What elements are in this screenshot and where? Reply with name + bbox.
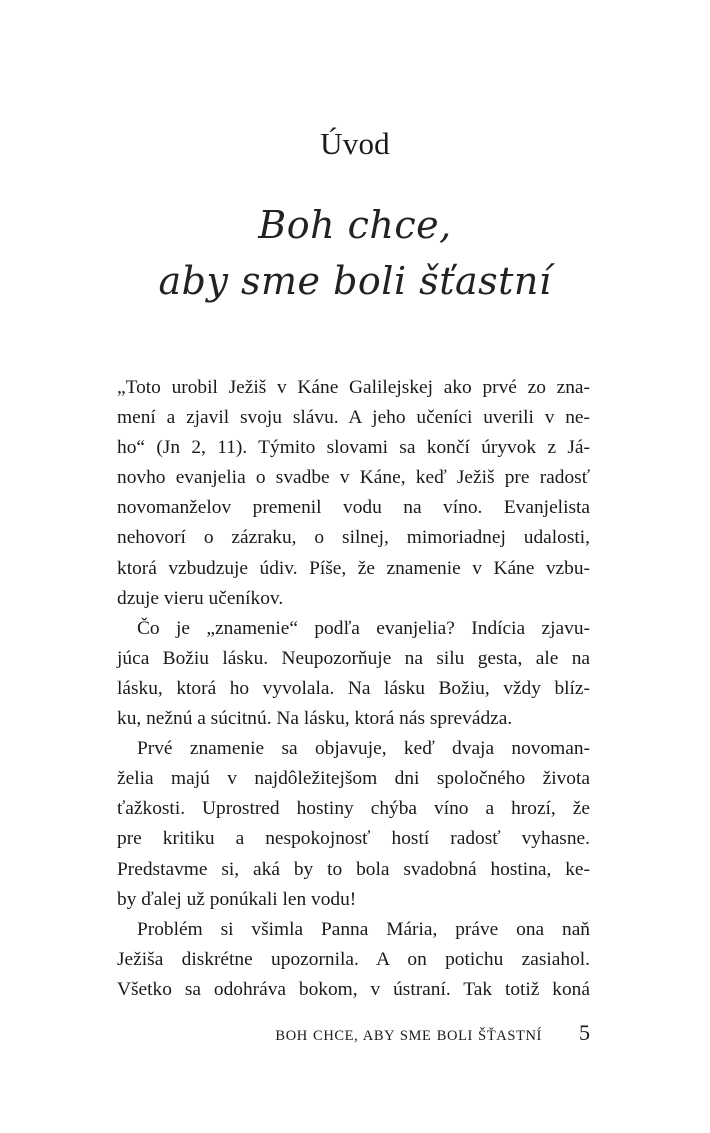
chapter-title: [0, 197, 710, 309]
text-line: júca Božiu lásku. Neupozorňuje na silu gesta, ale na: [117, 647, 590, 669]
text-line: pre kritiku a nespokojnosť hostí radosť vyhasne.: [117, 828, 590, 850]
running-head: BOH CHCE, ABY SME BOLI ŠŤASTNÍ: [275, 1028, 542, 1044]
text-line: ktorá vzbudzuje údiv. Píše, že znamenie v Káne vzbu-: [117, 557, 590, 579]
body-text: [117, 373, 590, 1005]
text-line: želia majú v najdôležitejšom dni spoločného života: [117, 768, 590, 790]
text-line: Problém si všimla Panna Mária, práve ona naň: [137, 918, 590, 940]
text-line: ku, nežnú a súcitnú. Na lásku, ktorá nás sprevádza.: [117, 708, 513, 730]
text-line: Predstavme si, aká by to bola svadobná hostina, ke-: [117, 858, 590, 880]
text-line: ho“ (Jn 2, 11). Týmito slovami sa končí úryvok z Já-: [117, 437, 590, 459]
chapter-title-line-2: aby sme boli šťastní: [158, 259, 552, 303]
chapter-title-line-1: Boh chce,: [258, 203, 452, 247]
text-line: Prvé znamenie sa objavuje, keď dvaja novoman-: [137, 738, 590, 760]
text-line: Čo je „znamenie“ podľa evanjelia? Indícia zjavu-: [137, 617, 590, 639]
text-line: Všetko sa odohráva bokom, v ústraní. Tak totiž koná: [117, 978, 590, 1000]
text-line: dzuje vieru učeníkov.: [117, 587, 284, 609]
text-line: mení a zjavil svoju slávu. A jeho učeníci uverili v ne-: [117, 407, 590, 429]
page-footer: [117, 1020, 590, 1048]
text-line: novho evanjelia o svadbe v Káne, keď Ježiš pre radosť: [117, 467, 590, 489]
chapter-label: Úvod: [320, 126, 390, 161]
text-line: lásku, ktorá ho vyvolala. Na lásku Božiu, vždy blíz-: [117, 677, 590, 699]
text-line: ťažkosti. Uprostred hostiny chýba víno a hrozí, že: [117, 798, 590, 820]
text-line: nehovorí o zázraku, o silnej, mimoriadnej udalosti,: [117, 527, 590, 549]
text-line: Ježiša diskrétne upozornila. A on potichu zasiahol.: [117, 948, 590, 970]
text-line: novomanželov premenil vodu na víno. Evanjelista: [117, 497, 590, 519]
text-line: by ďalej už ponúkali len vodu!: [117, 888, 357, 910]
page-number: 5: [579, 1020, 590, 1045]
text-line: „Toto urobil Ježiš v Káne Galilejskej ako prvé zo zna-: [117, 377, 590, 398]
